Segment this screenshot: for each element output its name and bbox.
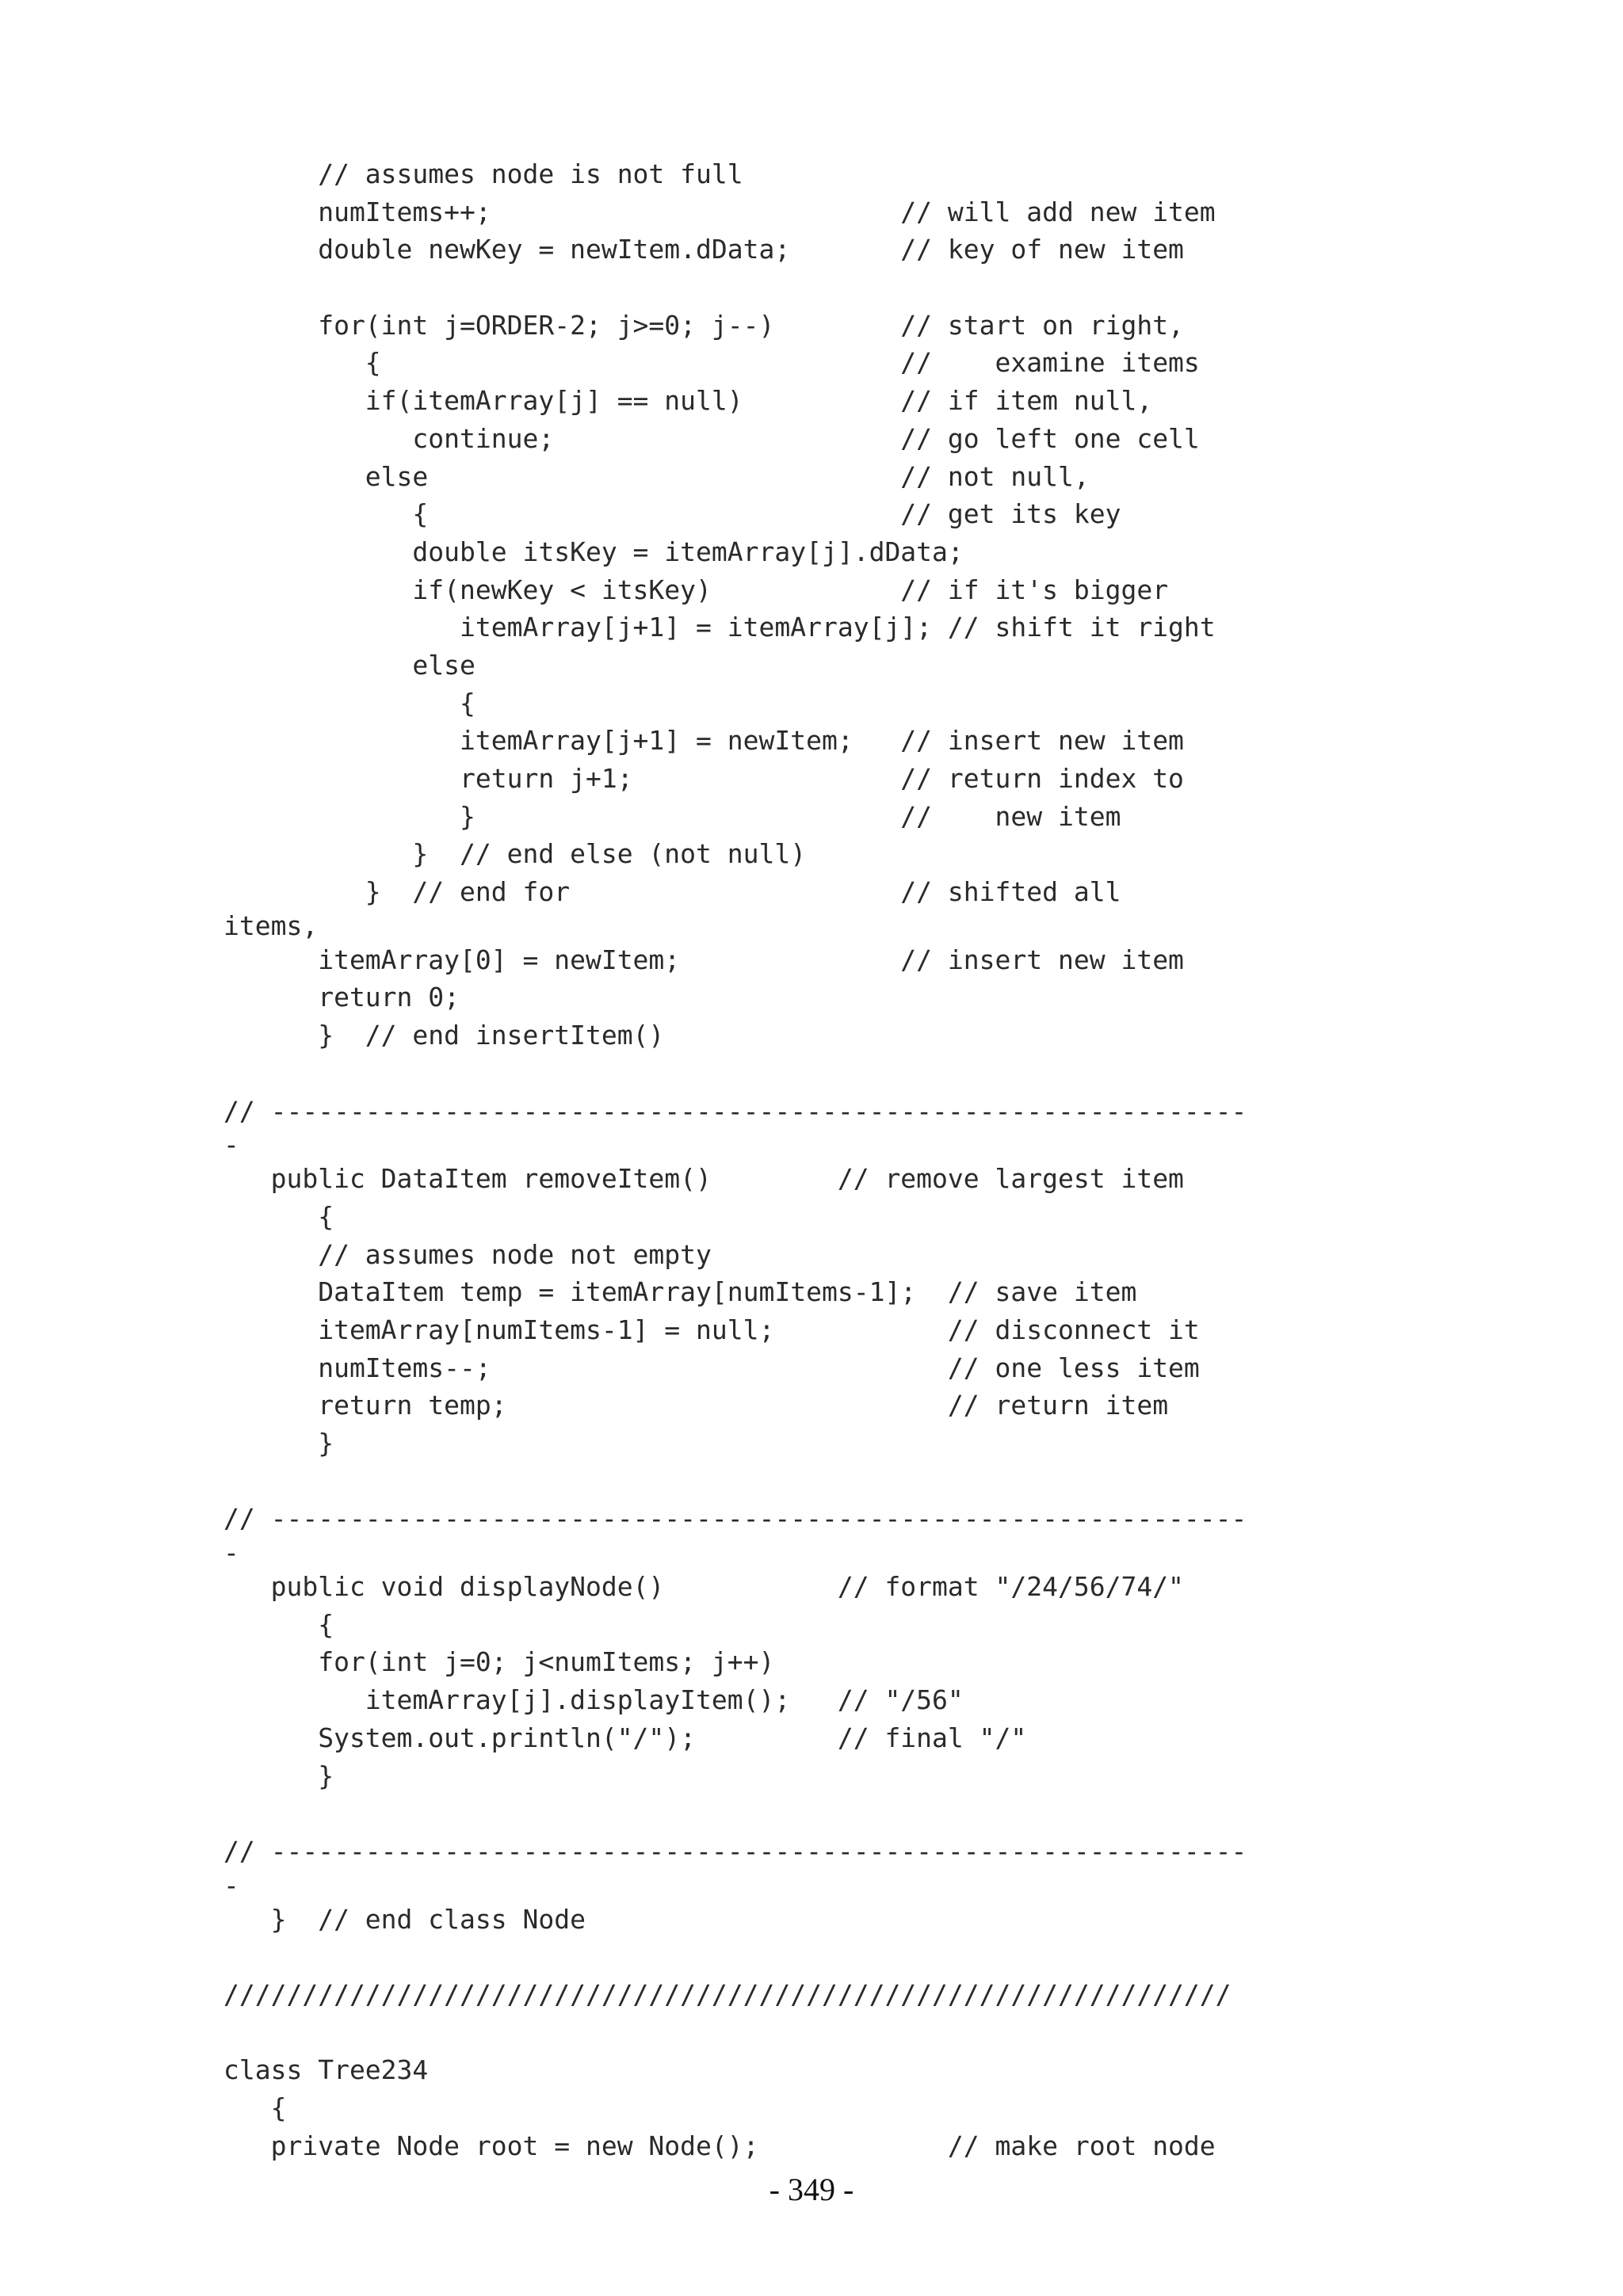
code-line: } // end for // shifted all	[223, 876, 1121, 908]
code-line	[223, 1055, 1247, 1093]
code-line: numItems--; // one less item	[223, 1352, 1200, 1383]
code-line: itemArray[j].displayItem(); // "/56"	[223, 1684, 964, 1716]
code-line: return 0;	[223, 982, 460, 1013]
code-line: {	[223, 687, 475, 719]
code-line: itemArray[j+1] = itemArray[j]; // shift it right	[223, 612, 1216, 643]
code-line: { // get its key	[223, 498, 1121, 530]
code-line: { // examine items	[223, 347, 1200, 379]
code-line: else	[223, 649, 475, 681]
code-line: -	[223, 1537, 239, 1569]
code-line: public void displayNode() // format "/24/56/74/"	[223, 1571, 1184, 1603]
code-line: }	[223, 1428, 334, 1459]
code-line: double itsKey = itemArray[j].dData;	[223, 536, 964, 567]
code-listing	[223, 155, 1247, 2164]
code-line: public DataItem removeItem() // remove largest item	[223, 1163, 1184, 1195]
code-line: continue; // go left one cell	[223, 422, 1200, 454]
code-line: // --------------------------------------------------------------	[223, 1503, 1247, 1535]
code-line: class Tree234	[223, 2054, 429, 2086]
code-line: // --------------------------------------------------------------	[223, 1095, 1247, 1127]
code-line	[223, 1794, 1247, 1833]
code-line: -	[223, 1869, 239, 1901]
code-line: else // not null,	[223, 460, 1090, 492]
code-line: ////////////////////////////////////////////////////////////////	[223, 1978, 1232, 2010]
code-line: if(newKey < itsKey) // if it's bigger	[223, 574, 1169, 605]
code-line: -	[223, 1129, 239, 1161]
code-line: } // end insertItem()	[223, 1020, 665, 1051]
code-line: } // new item	[223, 800, 1121, 832]
code-line: System.out.println("/"); // final "/"	[223, 1722, 1027, 1753]
code-line: for(int j=0; j<numItems; j++)	[223, 1646, 775, 1678]
code-line: private Node root = new Node(); // make root node	[223, 2130, 1216, 2161]
code-line	[223, 1463, 1247, 1501]
code-line: itemArray[j+1] = newItem; // insert new item	[223, 725, 1184, 757]
code-line: for(int j=ORDER-2; j>=0; j--) // start on right,	[223, 309, 1184, 341]
code-line: itemArray[numItems-1] = null; // disconnect it	[223, 1314, 1200, 1345]
code-line: {	[223, 1200, 334, 1232]
code-line: {	[223, 1608, 334, 1640]
code-line: numItems++; // will add new item	[223, 196, 1216, 227]
code-line: } // end else (not null)	[223, 838, 807, 870]
code-line: return temp; // return item	[223, 1390, 1169, 1421]
code-line	[223, 269, 1247, 307]
code-line: {	[223, 2092, 287, 2123]
code-line	[223, 1938, 1247, 1976]
code-line: // assumes node not empty	[223, 1238, 712, 1270]
code-line: } // end class Node	[223, 1903, 586, 1935]
code-line: }	[223, 1760, 334, 1791]
code-line: DataItem temp = itemArray[numItems-1]; // save item	[223, 1276, 1137, 1308]
code-line: // assumes node is not full	[223, 158, 743, 189]
code-line: double newKey = newItem.dData; // key of new item	[223, 234, 1184, 265]
code-line: // --------------------------------------------------------------	[223, 1835, 1247, 1867]
code-line: items,	[223, 910, 319, 941]
page-number: - 349 -	[769, 2172, 854, 2207]
code-line: if(itemArray[j] == null) // if item null,	[223, 385, 1153, 417]
code-line: itemArray[0] = newItem; // insert new item	[223, 944, 1184, 975]
code-line	[223, 2014, 1247, 2052]
code-line: return j+1; // return index to	[223, 763, 1184, 794]
